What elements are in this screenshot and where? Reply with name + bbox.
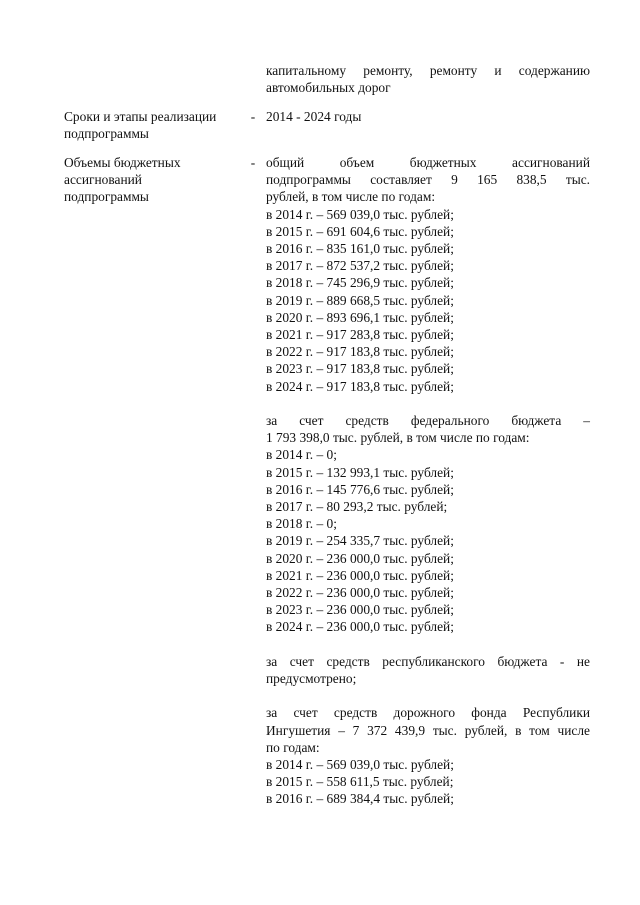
terms-value bbox=[266, 108, 590, 125]
text-line: общий объем бюджетных ассигнований bbox=[266, 155, 590, 170]
list-item: в 2018 г. – 0; bbox=[266, 516, 337, 532]
list-item: в 2023 г. – 917 183,8 тыс. рублей; bbox=[266, 361, 454, 377]
list-item: в 2016 г. – 689 384,4 тыс. рублей; bbox=[266, 791, 454, 807]
list-item: в 2020 г. – 893 696,1 тыс. рублей; bbox=[266, 309, 454, 325]
road-fund-by-year-list bbox=[266, 756, 590, 808]
total-intro bbox=[266, 154, 590, 206]
label-line: подпрограммы bbox=[64, 126, 149, 142]
text-line: за счет средств федерального бюджета – bbox=[266, 413, 590, 429]
text-line: предусмотрено; bbox=[266, 671, 357, 687]
list-item: в 2024 г. – 917 183,8 тыс. рублей; bbox=[266, 378, 454, 394]
text-line: капитальному ремонту, ремонту и содержанию bbox=[266, 63, 590, 78]
list-item: в 2015 г. – 132 993,1 тыс. рублей; bbox=[266, 464, 454, 480]
text-line: рублей, в том числе по годам: bbox=[266, 189, 436, 205]
list-item: в 2017 г. – 80 293,2 тыс. рублей; bbox=[266, 499, 448, 515]
text-line: Ингушетия – 7 372 439,9 тыс. рублей, в том числе bbox=[266, 722, 590, 738]
list-item: в 2022 г. – 236 000,0 тыс. рублей; bbox=[266, 585, 454, 601]
terms-label bbox=[64, 108, 246, 142]
list-item: в 2016 г. – 835 161,0 тыс. рублей; bbox=[266, 241, 454, 257]
list-item: в 2015 г. – 691 604,6 тыс. рублей; bbox=[266, 223, 454, 239]
label-line: подпрограммы bbox=[64, 189, 149, 205]
federal-intro bbox=[266, 412, 590, 446]
list-item: в 2017 г. – 872 537,2 тыс. рублей; bbox=[266, 258, 454, 274]
list-item: в 2016 г. – 145 776,6 тыс. рублей; bbox=[266, 481, 454, 497]
label-line: ассигнований bbox=[64, 172, 142, 188]
list-item: в 2020 г. – 236 000,0 тыс. рублей; bbox=[266, 550, 454, 566]
list-item: в 2019 г. – 254 335,7 тыс. рублей; bbox=[266, 533, 454, 549]
text-line: автомобильных дорог bbox=[266, 80, 391, 96]
text-line: подпрограммы составляет 9 165 838,5 тыс. bbox=[266, 172, 590, 188]
road-fund-intro bbox=[266, 704, 590, 756]
list-item: в 2024 г. – 236 000,0 тыс. рублей; bbox=[266, 619, 454, 635]
label-line: Объемы бюджетных bbox=[64, 155, 181, 170]
budget-label bbox=[64, 154, 246, 206]
list-item: в 2023 г. – 236 000,0 тыс. рублей; bbox=[266, 602, 454, 618]
label-line: Сроки и этапы реализации bbox=[64, 109, 217, 124]
federal-by-year-list bbox=[266, 446, 590, 635]
total-by-year-list bbox=[266, 206, 590, 395]
list-item: в 2014 г. – 569 039,0 тыс. рублей; bbox=[266, 757, 454, 773]
budget-dash: - bbox=[250, 155, 256, 170]
paragraph-gap bbox=[266, 687, 590, 704]
text-line: по годам: bbox=[266, 739, 320, 755]
text-line: за счет средств республиканского бюджета - не bbox=[266, 653, 590, 669]
text-line: за счет средств дорожного фонда Республики bbox=[266, 705, 590, 721]
list-item: в 2014 г. – 569 039,0 тыс. рублей; bbox=[266, 206, 454, 222]
list-item: в 2022 г. – 917 183,8 тыс. рублей; bbox=[266, 344, 454, 360]
paragraph-gap bbox=[266, 395, 590, 412]
republic-budget-note bbox=[266, 653, 590, 687]
list-item: в 2015 г. – 558 611,5 тыс. рублей; bbox=[266, 774, 454, 790]
terms-dash: - bbox=[250, 109, 256, 124]
terms-value-text: 2014 - 2024 годы bbox=[266, 109, 362, 124]
list-item: в 2021 г. – 236 000,0 тыс. рублей; bbox=[266, 567, 454, 583]
list-item: в 2018 г. – 745 296,9 тыс. рублей; bbox=[266, 275, 454, 291]
budget-content bbox=[266, 154, 590, 808]
previous-row-content bbox=[266, 62, 590, 96]
paragraph-gap bbox=[266, 636, 590, 653]
text-line: 1 793 398,0 тыс. рублей, в том числе по годам: bbox=[266, 430, 530, 446]
list-item: в 2014 г. – 0; bbox=[266, 447, 337, 463]
list-item: в 2021 г. – 917 283,8 тыс. рублей; bbox=[266, 327, 454, 343]
list-item: в 2019 г. – 889 668,5 тыс. рублей; bbox=[266, 292, 454, 308]
